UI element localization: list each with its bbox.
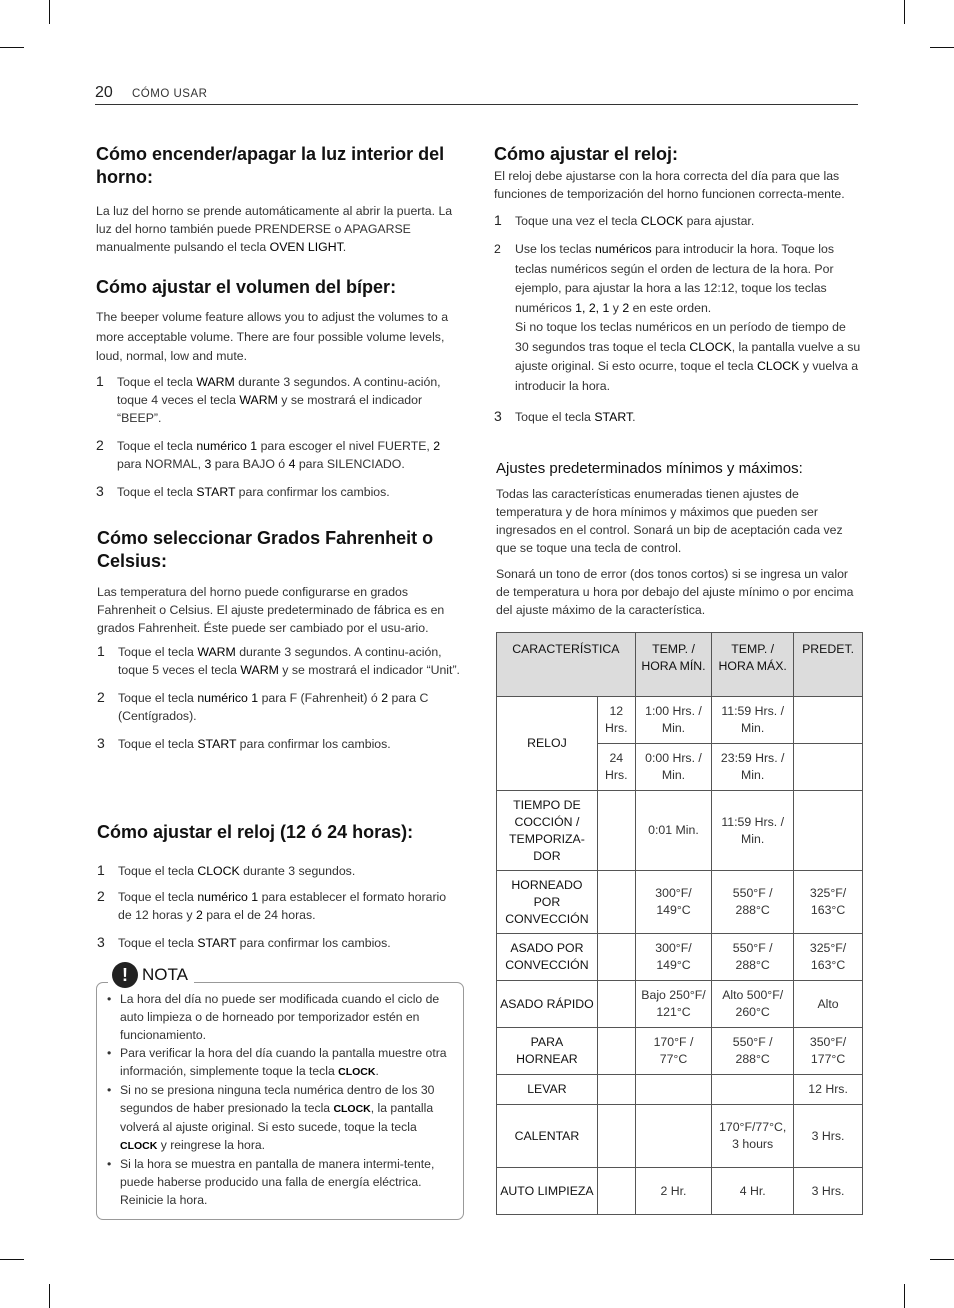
table-cell: Bajo 250°F/ 121°C	[635, 981, 712, 1028]
table-cell	[597, 1075, 635, 1105]
section-default-settings	[496, 460, 858, 619]
table-row	[497, 791, 863, 871]
row-label: CALENTAR	[497, 1105, 598, 1168]
table-cell: 3 Hrs.	[794, 1168, 863, 1215]
table-cell	[712, 1075, 794, 1105]
section-title: Cómo encender/apagar la luz interior del horno:	[96, 144, 445, 187]
column-header: TEMP. / HORA MÍN.	[635, 633, 712, 697]
section-title: Cómo ajustar el volumen del bíper:	[96, 277, 397, 297]
section-intro: El reloj debe ajustarse con la hora correcta del día para que las funciones de temporización del horno funcionen correcta-mente.	[494, 169, 845, 201]
step-item: 2 Use los teclas numéricos para introducir la hora. Toque los teclas numéricos según el orden de lectura de la hora. Por ejemplo, para ajustar la hora a las 12:12, toque los teclas numéricos 1, 2, 1 y 2 en este orden. Si no toque los teclas numéricos en un período de tiempo de 30 segundos tras toque el tecla CLOCK, la pantalla vuelve a su ajuste original. Si esto ocurre, toque el tecla CLOCK y vuelva a introducir la hora.	[494, 242, 861, 393]
step-item: 1 Toque el tecla WARM durante 3 segundos. A continu-ación, toque 4 veces el tecla WARM y se mostrará el indicador “BEEP”.	[96, 372, 441, 425]
section-intro: Las temperatura del horno puede configurarse en grados Fahrenheit o Celsius. El ajuste predeterminado de fábrica es en grados Fahrenheit. Éste puede ser cambiado por el usu-ario.	[97, 585, 445, 635]
step-item: 3 Toque el tecla START para confirmar los cambios.	[96, 482, 390, 499]
table-cell: 170°F / 77°C	[635, 1028, 712, 1075]
note-item: • Si no se presiona ninguna tecla numérica dentro de los 30 segundos de haber presionado la tecla CLOCK, la pantalla volverá al ajuste original. Si esto sucede, toque la tecla CLOCK y reingrese la hora.	[107, 1081, 449, 1155]
table-cell	[597, 981, 635, 1028]
table-cell	[635, 1105, 712, 1168]
warning-icon: !	[112, 962, 138, 988]
crop-mark	[49, 1284, 50, 1308]
crop-mark	[930, 47, 954, 48]
section-title: CÓMO USAR	[132, 88, 208, 100]
step-item: 3 Toque el tecla START para confirmar los cambios.	[97, 934, 391, 950]
row-label: RELOJ	[497, 697, 598, 791]
table-cell: 350°F/ 177°C	[794, 1028, 863, 1075]
table-cell	[597, 1105, 635, 1168]
crop-mark	[49, 0, 50, 24]
section-body: La luz del horno se prende automáticamente al abrir la puerta. La luz del horno también puede PRENDERSE o APAGARSE manualmente pulsando el tecla OVEN LIGHT.	[96, 204, 453, 254]
table-row	[497, 934, 863, 981]
section-oven-light	[96, 143, 464, 256]
section-paragraph: Sonará un tono de error (dos tonos cortos) si se ingresa un valor de temperatura u hora por debajo del ajuste mínimo o por encima del ajuste máximo de la característica.	[496, 567, 854, 617]
step-item: 1 Toque una vez el tecla CLOCK para ajustar.	[494, 212, 755, 228]
section-title: Cómo seleccionar Grados Fahrenheit o Celsius:	[97, 528, 434, 571]
step-item: 1 Toque el tecla CLOCK durante 3 segundos.	[97, 862, 356, 878]
section-beeper-volume	[96, 276, 464, 501]
note-list	[107, 990, 449, 1209]
table-cell: 0:01 Min.	[635, 791, 712, 871]
table-cell	[597, 791, 635, 871]
table-cell: 12 Hrs.	[794, 1075, 863, 1105]
note-label: NOTA	[142, 965, 188, 984]
column-header: TEMP. / HORA MÁX.	[712, 633, 794, 697]
step-item: 3 Toque el tecla START para confirmar los cambios.	[97, 735, 391, 751]
table-cell	[597, 871, 635, 934]
header-rule	[95, 104, 858, 105]
row-label: AUTO LIMPIEZA	[497, 1168, 598, 1215]
table-cell: 11:59 Hrs. / Min.	[712, 791, 794, 871]
row-label: ASADO RÁPIDO	[497, 981, 598, 1028]
row-label: TIEMPO DE COCCIÓN / TEMPORIZA-DOR	[497, 791, 598, 871]
section-paragraph: Todas las características enumeradas tienen ajustes de temperatura y de hora mínimos y máximos que pueden ser ingresados en el control. Sonará un bip de aceptación cada vez que se toque una tecla de control.	[496, 487, 843, 555]
table-cell: 23:59 Hrs. / Min.	[712, 744, 794, 791]
table-cell: 300°F/ 149°C	[635, 871, 712, 934]
step-item: 1 Toque el tecla WARM durante 3 segundos. A continu-ación, toque 5 veces el tecla WARM y se mostrará el indicador “Unit”.	[97, 643, 460, 677]
note-item: • Si la hora se muestra en pantalla de manera intermi-tente, puede haberse producido una falla de energía eléctrica. Reinicie la hora.	[107, 1155, 449, 1209]
section-set-clock	[494, 143, 862, 426]
table-cell: 2 Hr.	[635, 1168, 712, 1215]
table-cell	[597, 1028, 635, 1075]
table-cell: Alto	[794, 981, 863, 1028]
step-item: 2 Toque el tecla numérico 1 para escoger el nivel FUERTE, 2 para NORMAL, 3 para BAJO ó 4 para SILENCIADO.	[96, 436, 441, 471]
table-cell: 550°F / 288°C	[712, 871, 794, 934]
row-label: PARA HORNEAR	[497, 1028, 598, 1075]
table-cell: Alto 500°F/ 260°C	[712, 981, 794, 1028]
table-cell: 300°F/ 149°C	[635, 934, 712, 981]
table-cell: 12 Hrs.	[597, 697, 635, 744]
section-intro: The beeper volume feature allows you to adjust the volumes to a more acceptable volume. There are four possible volume levels, loud, normal, low and mute.	[96, 310, 449, 363]
table-header-row	[497, 633, 863, 697]
table-cell: 0:00 Hrs. / Min.	[635, 744, 712, 791]
page-number: 20	[95, 84, 113, 101]
row-label: LEVAR	[497, 1075, 598, 1105]
section-fahrenheit-celsius	[97, 527, 461, 753]
table-cell	[794, 744, 863, 791]
table-cell: 4 Hr.	[712, 1168, 794, 1215]
table-cell	[597, 934, 635, 981]
row-label: ASADO POR CONVECCIÓN	[497, 934, 598, 981]
table-cell: 170°F/77°C, 3 hours	[712, 1105, 794, 1168]
table-cell: 3 Hrs.	[794, 1105, 863, 1168]
row-label: HORNEADO POR CONVECCIÓN	[497, 871, 598, 934]
table-cell: 550°F / 288°C	[712, 934, 794, 981]
table-row	[497, 1028, 863, 1075]
table-row	[497, 1075, 863, 1105]
table-cell: 1:00 Hrs. / Min.	[635, 697, 712, 744]
table-cell: 325°F/ 163°C	[794, 934, 863, 981]
table-cell: 24 Hrs.	[597, 744, 635, 791]
step-item: 2 Toque el tecla numérico 1 para F (Fahrenheit) ó 2 para C (Centígrados).	[97, 689, 429, 723]
table-row	[497, 1105, 863, 1168]
column-header: PREDET.	[794, 633, 863, 697]
crop-mark	[930, 1259, 954, 1260]
section-title: Cómo ajustar el reloj:	[494, 144, 679, 164]
settings-table	[496, 632, 863, 1215]
note-item: • La hora del día no puede ser modificada cuando el ciclo de auto limpieza o de horneado por temporizador estén en funcionamiento.	[107, 990, 449, 1044]
section-title: Cómo ajustar el reloj (12 ó 24 horas):	[97, 822, 414, 842]
table-cell: 11:59 Hrs. / Min.	[712, 697, 794, 744]
table-cell	[794, 791, 863, 871]
note-item: • Para verificar la hora del día cuando la pantalla muestre otra información, simplemente toque la tecla CLOCK.	[107, 1044, 449, 1081]
note-header	[108, 962, 194, 988]
section-subtitle: Ajustes predeterminados mínimos y máximos:	[496, 460, 803, 477]
table-cell	[794, 697, 863, 744]
section-clock-format	[97, 821, 461, 952]
table-cell: 550°F / 288°C	[712, 1028, 794, 1075]
table-row	[497, 871, 863, 934]
table-cell	[635, 1075, 712, 1105]
table-cell	[597, 1168, 635, 1215]
table-row	[497, 697, 863, 744]
column-header: CARACTERÍSTICA	[497, 633, 636, 697]
step-item: 3 Toque el tecla START.	[494, 408, 636, 424]
crop-mark	[904, 0, 905, 24]
table-cell: 325°F/ 163°C	[794, 871, 863, 934]
crop-mark	[0, 1259, 24, 1260]
table-row	[497, 1168, 863, 1215]
step-item: 2 Toque el tecla numérico 1 para establecer el formato horario de 12 horas y 2 para el de 24 horas.	[97, 888, 447, 922]
table-row	[497, 981, 863, 1028]
crop-mark	[904, 1284, 905, 1308]
crop-mark	[0, 47, 24, 48]
